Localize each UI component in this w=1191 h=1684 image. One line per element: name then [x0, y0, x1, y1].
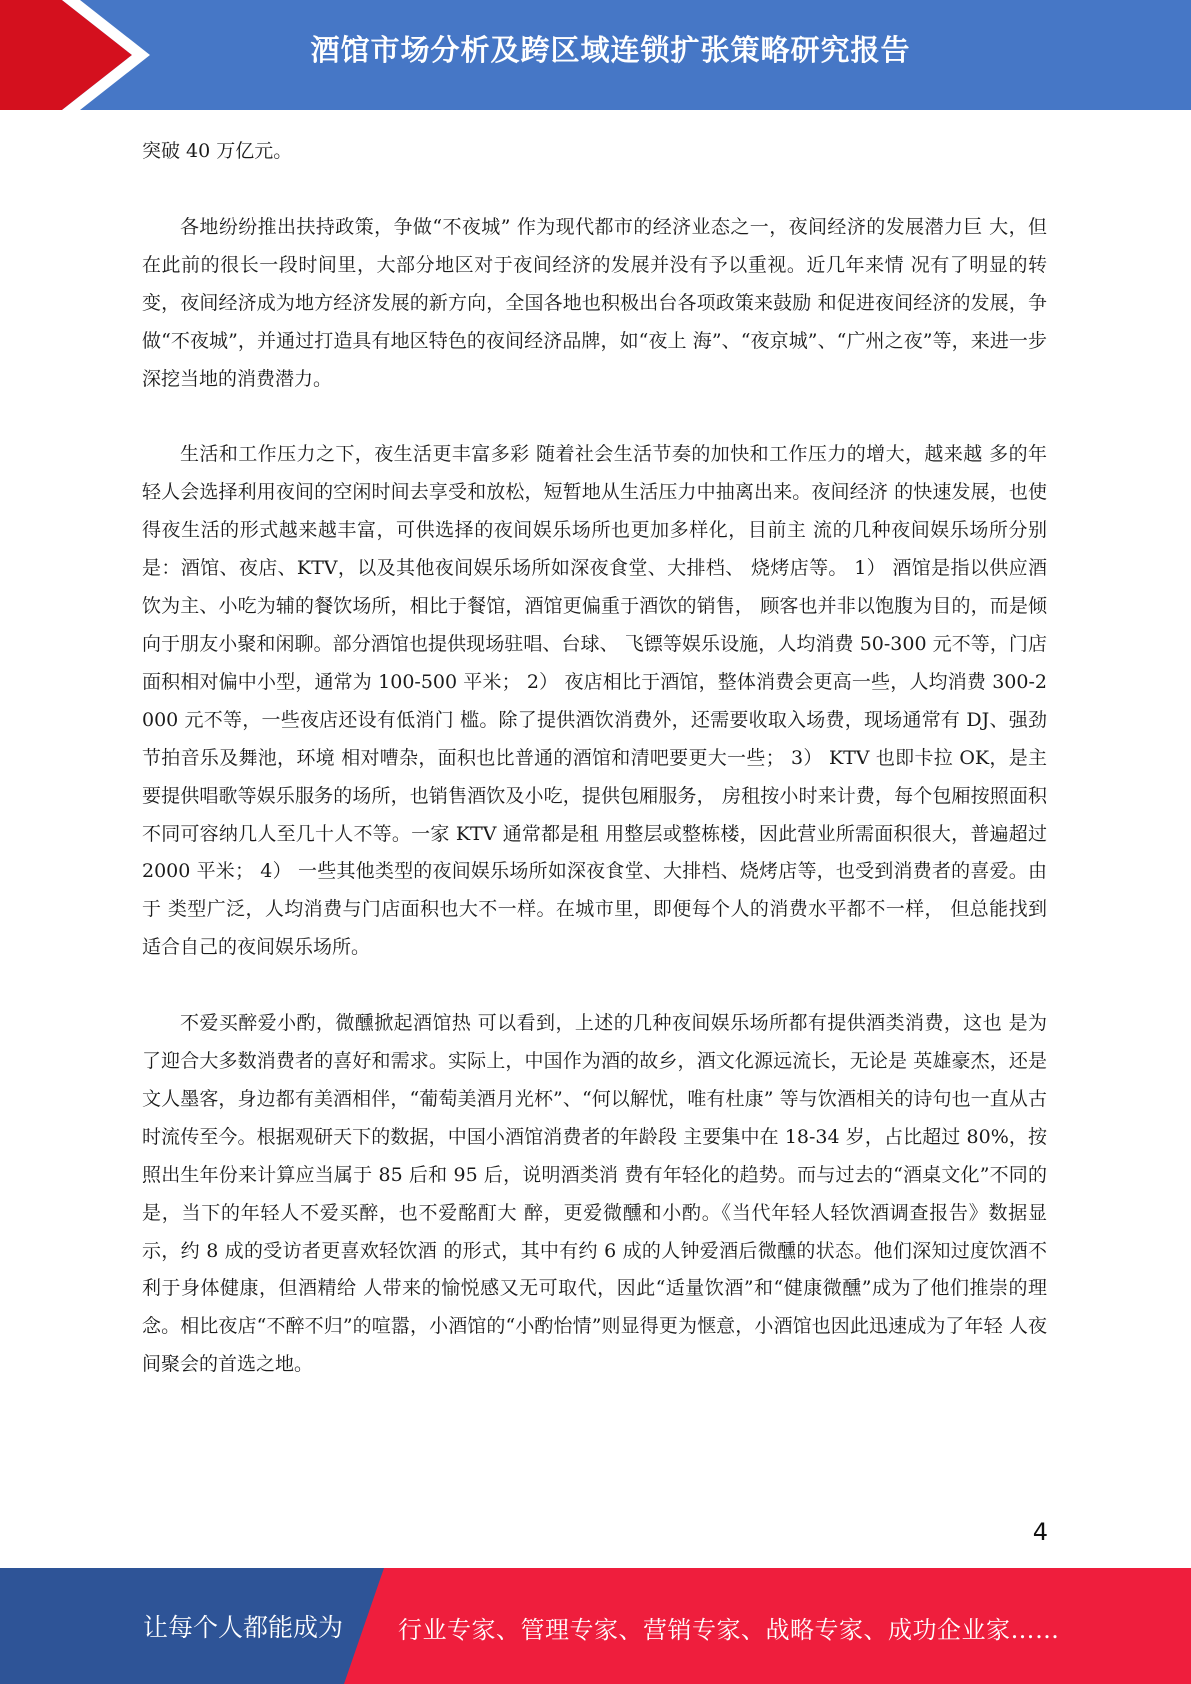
footer-slogan-left: 让每个人都能成为 — [143, 1613, 344, 1642]
page-number: 4 — [1032, 1518, 1048, 1546]
paragraph-bar-trend: 不爱买醉爱小酌，微醺掀起酒馆热 可以看到，上述的几种夜间娱乐场所都有提供酒类消费，这也 是为了迎合大多数消费者的喜好和需求。实际上，中国作为酒的故乡，酒文化源远流长，无论是 英雄豪杰，还是文人墨客，身边都有美酒相伴，“葡萄美酒月光杯”、“何以解忧，唯有杜康” 等与饮酒相关的诗句也一直从古时流传至今。根据观研天下的数据，中国小酒馆消费者的年龄段 主要集中在 18-34 岁，占比超过 80%，按照出生年份来计算应当属于 85 后和 95 后，说明酒类消 费有年轻化的趋势。而与过去的“酒桌文化”不同的是，当下的年轻人不爱买醉，也不爱酩酊大 醉，更爱微醺和小酌。《当代年轻人轻饮酒调查报告》数据显示，约 8 成的受访者更喜欢轻饮酒 的形式，其中有约 6 成的人钟爱酒后微醺的状态。他们深知过度饮酒不利于身体健康，但酒精给 人带来的愉悦感又无可取代，因此“适量饮酒”和“健康微醺”成为了他们推崇的理念。相比夜店“不醉不归”的喧嚣，小酒馆的“小酌怡情”则显得更为惬意，小酒馆也因此迅速成为了年轻 人夜间聚会的首选之地。 — [142, 1012, 1047, 1376]
document-body — [142, 133, 1047, 1384]
footer-slogan-right: 行业专家、管理专家、营销专家、战略专家、成功企业家…… — [398, 1616, 1060, 1644]
paragraph-continuation: 突破 40 万亿元。 — [142, 140, 293, 162]
paragraph-nightlife: 生活和工作压力之下，夜生活更丰富多彩 随着社会生活节奏的加快和工作压力的增大，越来越 多的年轻人会选择利用夜间的空闲时间去享受和放松，短暂地从生活压力中抽离出来。夜间经济 的快速发展，也使得夜生活的形式越来越丰富，可供选择的夜间娱乐场所也更加多样化，目前主 流的几种夜间娱乐场所分别是：酒馆、夜店、KTV，以及其他夜间娱乐场所如深夜食堂、大排档、 烧烤店等。 1） 酒馆是指以供应酒饮为主、小吃为辅的餐饮场所，相比于餐馆，酒馆更偏重于酒饮的销售， 顾客也并非以饱腹为目的，而是倾向于朋友小聚和闲聊。部分酒馆也提供现场驻唱、台球、 飞镖等娱乐设施，人均消费 50-300 元不等，门店面积相对偏中小型，通常为 100-500 平米； 2） 夜店相比于酒馆，整体消费会更高一些，人均消费 300-2000 元不等，一些夜店还设有低消门 槛。除了提供酒饮消费外，还需要收取入场费，现场通常有 DJ、强劲节拍音乐及舞池，环境 相对嘈杂，面积也比普通的酒馆和清吧要更大一些； 3） KTV 也即卡拉 OK，是主要提供唱歌等娱乐服务的场所，也销售酒饮及小吃，提供包厢服务， 房租按小时来计费，每个包厢按照面积不同可容纳几人至几十人不等。一家 KTV 通常都是租 用整层或整栋楼，因此营业所需面积很大，普遍超过 2000 平米； 4） 一些其他类型的夜间娱乐场所如深夜食堂、大排档、烧烤店等，也受到消费者的喜爱。由于 类型广泛，人均消费与门店面积也大不一样。在城市里，即便每个人的消费水平都不一样， 但总能找到适合自己的夜间娱乐场所。 — [142, 443, 1047, 959]
report-title: 酒馆市场分析及跨区域连锁扩张策略研究报告 — [310, 33, 911, 67]
paragraph-policy: 各地纷纷推出扶持政策，争做“不夜城” 作为现代都市的经济业态之一，夜间经济的发展潜力巨 大，但在此前的很长一段时间里，大部分地区对于夜间经济的发展并没有予以重视。近几年来情 况有了明显的转变，夜间经济成为地方经济发展的新方向，全国各地也积极出台各项政策来鼓励 和促进夜间经济的发展，争做“不夜城”，并通过打造具有地区特色的夜间经济品牌，如“夜上 海”、“夜京城”、“广州之夜”等，来进一步深挖当地的消费潜力。 — [142, 215, 1047, 390]
page-header — [0, 0, 1191, 110]
page-footer — [0, 1568, 1191, 1684]
